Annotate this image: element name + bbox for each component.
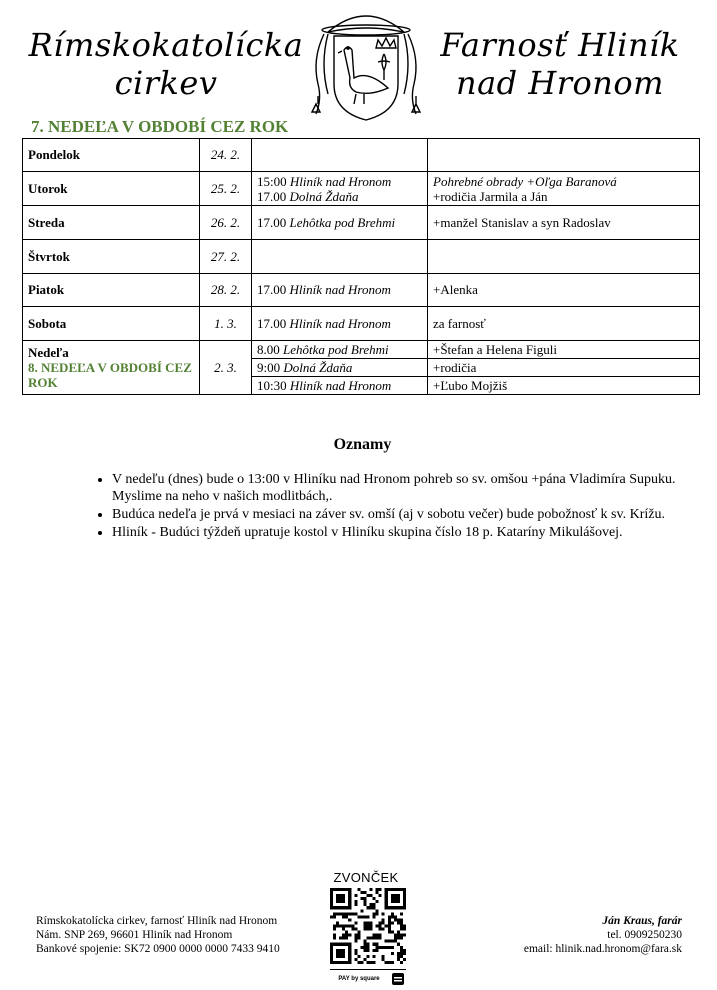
mass-time: 17.00 [257, 282, 287, 297]
week-title: 7. NEDEĽA V OBDOBÍ CEZ ROK [31, 117, 289, 136]
mass-place: Lehôtka pod Brehmi [289, 214, 396, 230]
day-name: Pondelok [23, 139, 200, 172]
mass-place: Lehôtka pod Brehmi [283, 341, 389, 357]
table-row [23, 240, 700, 274]
day-date: 26. 2. [200, 206, 252, 240]
mass-cell [252, 359, 428, 377]
sunday-subtitle: 8. NEDEĽA V OBDOBÍ CEZ ROK [28, 360, 192, 390]
footer-line: Bankové spojenie: SK72 0900 0000 0000 7433 9410 [36, 943, 280, 955]
footer-line: email: hlinik.nad.hronom@fara.sk [523, 943, 682, 955]
mass-time: 15:00 [257, 173, 287, 189]
mass-time: 17.00 [257, 188, 287, 204]
header-right-line2: nad Hronom [455, 64, 665, 102]
mass-cell [252, 307, 428, 341]
day-date: 27. 2. [200, 240, 252, 274]
mass-cell [252, 377, 428, 395]
mass-place: Hliník nad Hronom [289, 315, 391, 331]
day-date: 1. 3. [200, 307, 252, 341]
intention-text: Pohrebné obrady +Oľga Baranová [433, 173, 617, 189]
mass-cell [252, 206, 428, 240]
mass-place: Hliník nad Hronom [289, 173, 392, 189]
mass-schedule-table [22, 138, 700, 395]
table-row [23, 274, 700, 307]
announcements-list [80, 471, 702, 542]
coat-of-arms-icon [298, 4, 434, 124]
table-row [23, 139, 700, 172]
day-name: Streda [23, 206, 200, 240]
mass-place: Hliník nad Hronom [289, 377, 392, 393]
mass-time: 17.00 [257, 214, 287, 230]
footer-line: tel. 0909250230 [607, 929, 682, 941]
table-row [23, 206, 700, 240]
qr-code-icon [330, 888, 406, 964]
footer-address [36, 914, 280, 956]
header-right [428, 26, 692, 102]
table-row [23, 341, 700, 359]
mass-cell [252, 139, 428, 172]
mass-time: 8.00 [257, 341, 280, 357]
announcements-title: Oznamy [333, 436, 392, 453]
mass-time: 10:30 [257, 377, 287, 393]
mass-cell [252, 172, 428, 206]
list-item: • Hliník - Budúci týždeň upratuje kostol v Hliníku skupina číslo 18 p. Kataríny Mikulášovej. [112, 524, 702, 541]
mass-cell [252, 341, 428, 359]
intention-text: za farnosť [428, 307, 700, 341]
list-item: • Budúca nedeľa je prvá v mesiaci na záver sv. omší (aj v sobotu večer) bude pobožnosť k sv. Krížu. [112, 506, 702, 523]
table-row [23, 172, 700, 206]
intention-text: +manžel Stanislav a syn Radoslav [428, 206, 700, 240]
intention-text: +Alenka [428, 274, 700, 307]
table-row [23, 307, 700, 341]
day-date: 24. 2. [200, 139, 252, 172]
day-name: Štvrtok [23, 240, 200, 274]
footer-contact [524, 914, 682, 956]
header-left [26, 26, 306, 102]
intention-text: +Štefan a Helena Figuli [428, 341, 700, 359]
footer-line: Nám. SNP 269, 96601 Hliník nad Hronom [36, 929, 233, 941]
header-right-line1: Farnosť Hliník [440, 26, 680, 64]
mass-place: Hliník nad Hronom [289, 282, 391, 297]
intention-cell [428, 240, 700, 274]
footer-line: Rímskokatolícka cirkev, farnosť Hliník nad Hronom [36, 915, 278, 927]
day-date: 25. 2. [200, 172, 252, 206]
footer-line: Ján Kraus, farár [602, 915, 682, 927]
mass-time: 9:00 [257, 359, 281, 375]
list-item: • V nedeľu (dnes) bude o 13:00 v Hliníku nad Hronom pohreb so sv. omšou +pána Vladimíra Supuku. Myslime na neho v našich modlitbách,. [112, 471, 702, 505]
day-name: Utorok [23, 172, 200, 206]
day-name: Piatok [23, 274, 200, 307]
intention-cell [428, 139, 700, 172]
pay-by-square-label: PAY by square [338, 976, 380, 982]
day-name-cell [23, 341, 200, 395]
mass-time: 17.00 [257, 315, 287, 331]
header-left-line1: Rímskokatolícka [28, 26, 304, 64]
intention-text: +Ľubo Mojžiš [428, 377, 700, 395]
mass-place: Dolná Ždaňa [289, 188, 359, 204]
qr-label: ZVONČEK [333, 870, 399, 885]
mass-place: Dolná Ždaňa [283, 359, 353, 375]
intention-text: +rodičia [428, 359, 700, 377]
day-date: 2. 3. [200, 341, 252, 395]
day-name: Sobota [23, 307, 200, 341]
intention-cell [428, 172, 700, 206]
day-name: Nedeľa [28, 345, 69, 360]
mass-cell [252, 240, 428, 274]
intention-text: +rodičia Jarmila a Ján [433, 188, 548, 204]
day-date: 28. 2. [200, 274, 252, 307]
mass-cell [252, 274, 428, 307]
header-left-line2: cirkev [114, 64, 218, 102]
